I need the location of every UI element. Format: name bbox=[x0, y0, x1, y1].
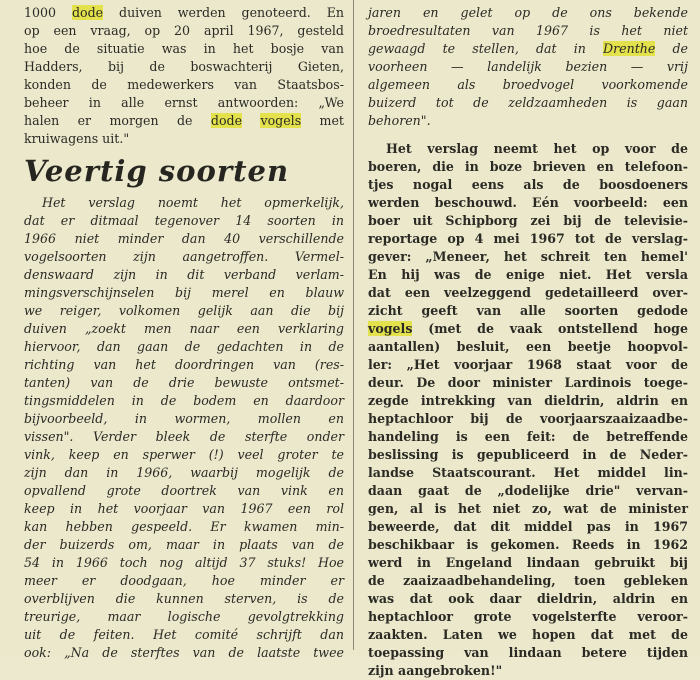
text-line bbox=[24, 302, 344, 320]
text-line bbox=[24, 40, 344, 58]
text-line bbox=[368, 266, 688, 284]
text-line bbox=[24, 536, 344, 554]
right-column bbox=[368, 4, 688, 680]
text-segment: gever: „Meneer, het schreit ten hemel' bbox=[368, 249, 688, 264]
text-segment: hoe de situatie was in het bosje van bbox=[24, 41, 344, 56]
text-line bbox=[24, 464, 344, 482]
text-segment: zicht geeft van alle soorten gedode bbox=[368, 303, 688, 318]
text-line bbox=[24, 644, 344, 662]
text-segment: voorheen — landelijk bezien — vrij bbox=[368, 59, 688, 74]
text-line bbox=[368, 338, 688, 356]
text-line bbox=[24, 410, 344, 428]
text-segment: zegde intrekking van dieldrin, aldrin en bbox=[368, 393, 688, 408]
right-paragraph-2 bbox=[368, 140, 688, 680]
text-segment: dat een veelzeggend gedetailleerd over- bbox=[368, 285, 688, 300]
text-segment: 54 in 1966 toch nog altijd 37 stuks! Hoe bbox=[24, 555, 344, 570]
text-line bbox=[24, 590, 344, 608]
text-line bbox=[24, 194, 344, 212]
text-segment: de zaaizaadbehandeling, toen gebleken bbox=[368, 573, 688, 588]
text-line bbox=[368, 482, 688, 500]
left-paragraph-2 bbox=[24, 194, 344, 662]
text-line bbox=[368, 320, 688, 338]
text-line bbox=[368, 176, 688, 194]
text-segment: was dat ook daar dieldrin, aldrin en bbox=[368, 591, 688, 606]
text-line bbox=[368, 464, 688, 482]
text-segment: heptachloor grote vogelsterfte veroor- bbox=[368, 609, 688, 624]
text-segment: beschikbaar is gekomen. Reeds in 1962 bbox=[368, 537, 688, 552]
text-segment: bijvoorbeeld, in wormen, mollen en bbox=[24, 411, 344, 426]
text-segment: Het verslag noemt het opmerkelijk, bbox=[42, 195, 344, 210]
text-line bbox=[24, 320, 344, 338]
text-segment: buizerd tot de zeldzaamheden is gaan bbox=[368, 95, 688, 110]
text-line bbox=[368, 4, 688, 22]
text-segment: behoren". bbox=[368, 113, 431, 128]
text-segment: opvallend grote doortrek van vink en bbox=[24, 483, 344, 498]
text-segment: boer uit Schipborg zei bij de televisie- bbox=[368, 213, 688, 228]
text-line bbox=[24, 284, 344, 302]
text-segment: met bbox=[301, 113, 344, 128]
text-segment: vink, keep en sperwer (!) veel groter te bbox=[24, 447, 344, 462]
text-segment: zijn dan in 1966, waarbij mogelijk de bbox=[24, 465, 344, 480]
text-segment: treurige, maar logische gevolgtrekking bbox=[24, 609, 344, 624]
text-line bbox=[24, 130, 344, 148]
text-segment: zaakten. Laten we hopen dat met de bbox=[368, 627, 688, 642]
text-segment: tanten) van de drie bewuste ontsmet- bbox=[24, 375, 344, 390]
text-line bbox=[368, 302, 688, 320]
text-line bbox=[368, 536, 688, 554]
text-segment: konden de medewerkers van Staatsbos- bbox=[24, 77, 344, 92]
text-line bbox=[368, 158, 688, 176]
text-segment: algemeen als broedvogel voorkomende bbox=[368, 77, 688, 92]
text-line bbox=[368, 284, 688, 302]
text-line bbox=[368, 112, 688, 130]
highlighted-word: vogels bbox=[260, 113, 302, 128]
text-segment: duiven werden genoteerd. En bbox=[103, 5, 344, 20]
text-segment: Het verslag neemt het op voor de bbox=[386, 141, 688, 156]
text-line bbox=[368, 392, 688, 410]
text-line bbox=[24, 248, 344, 266]
text-segment: ook: „Na de sterftes van de laatste twee bbox=[24, 645, 344, 660]
text-line bbox=[368, 554, 688, 572]
text-segment: halen er morgen de bbox=[24, 113, 211, 128]
text-segment: beslissing is gepubliceerd in de Neder- bbox=[368, 447, 688, 462]
text-segment: werd in Engeland lindaan gebruikt bij bbox=[368, 555, 688, 570]
text-segment: overblijven die kunnen sterven, is de bbox=[24, 591, 344, 606]
text-line bbox=[24, 230, 344, 248]
text-segment: meer er doodgaan, hoe minder er bbox=[24, 573, 344, 588]
text-segment: hiervoor, dan gaan de gedachten in de bbox=[24, 339, 344, 354]
text-segment: toepassing van lindaan betere tijden bbox=[368, 645, 688, 660]
text-line bbox=[368, 58, 688, 76]
left-column bbox=[24, 4, 344, 662]
text-line bbox=[368, 446, 688, 464]
text-line bbox=[24, 482, 344, 500]
text-segment: der buizerds om, maar in plaats van de bbox=[24, 537, 344, 552]
text-segment: aantallen) besluit, een beetje hoopvol- bbox=[368, 339, 688, 354]
text-segment: broedresultaten van 1967 is het niet bbox=[368, 23, 688, 38]
text-segment: landse Staatscourant. Het middel lin- bbox=[368, 465, 688, 480]
text-segment: kruiwagens uit." bbox=[24, 131, 130, 146]
text-segment: handeling is een feit: de betreffende bbox=[368, 429, 688, 444]
text-line bbox=[24, 58, 344, 76]
text-segment: boeren, die in boze brieven en telefoon- bbox=[368, 159, 688, 174]
text-segment: vogelsoorten zijn aangetroffen. Vermel- bbox=[24, 249, 344, 264]
text-line bbox=[24, 554, 344, 572]
text-segment bbox=[242, 113, 260, 128]
text-segment: zijn aangebroken!" bbox=[368, 663, 503, 678]
text-line bbox=[368, 140, 688, 158]
text-segment: mingsverschijnselen bij merel en blauw bbox=[24, 285, 344, 300]
text-line bbox=[24, 356, 344, 374]
text-segment: En hij was de enige niet. Het versla bbox=[368, 267, 688, 282]
text-segment: duiven „zoekt men naar een verklaring bbox=[24, 321, 344, 336]
text-segment: richting van het doordringen van (res- bbox=[24, 357, 344, 372]
text-line bbox=[368, 248, 688, 266]
text-line bbox=[24, 374, 344, 392]
text-segment: uit de feiten. Het comité schrijft dan bbox=[24, 627, 344, 642]
text-line bbox=[368, 356, 688, 374]
text-line bbox=[368, 644, 688, 662]
text-segment: jaren en gelet op de ons bekende bbox=[368, 5, 688, 20]
text-segment: werden beschouwd. Eén voorbeeld: een bbox=[368, 195, 688, 210]
text-line bbox=[24, 500, 344, 518]
text-segment: dat er ditmaal tegenover 14 soorten in bbox=[24, 213, 344, 228]
text-line bbox=[368, 500, 688, 518]
text-segment: beheer in alle ernst antwoorden: „We bbox=[24, 95, 344, 110]
text-segment: denswaard zijn in dit verband verlam- bbox=[24, 267, 344, 282]
section-heading: Veertig soorten bbox=[24, 154, 290, 188]
text-segment: 1000 bbox=[24, 5, 72, 20]
text-segment: we reiger, volkomen gelijk aan die bij bbox=[24, 303, 344, 318]
highlighted-word: dode bbox=[71, 5, 104, 20]
text-segment: ler: „Het voorjaar 1968 staat voor de bbox=[368, 357, 688, 372]
text-line bbox=[368, 230, 688, 248]
text-line bbox=[368, 40, 688, 58]
text-segment: deur. De door minister Lardinois toege- bbox=[368, 375, 688, 390]
text-line bbox=[368, 410, 688, 428]
text-line bbox=[368, 608, 688, 626]
text-line bbox=[24, 446, 344, 464]
text-line bbox=[24, 338, 344, 356]
text-line bbox=[24, 572, 344, 590]
text-line bbox=[368, 22, 688, 40]
right-paragraph-1 bbox=[368, 4, 688, 130]
text-line bbox=[368, 212, 688, 230]
text-line bbox=[24, 4, 344, 22]
highlighted-word: vogels bbox=[368, 321, 413, 336]
text-segment: gen, al is het niet zo, wat de minister bbox=[368, 501, 688, 516]
text-segment: reportage op 4 mei 1967 tot de verslag- bbox=[368, 231, 688, 246]
text-line bbox=[368, 572, 688, 590]
text-segment: heptachloor bij de voorjaarszaaizaadbe- bbox=[368, 411, 688, 426]
text-line bbox=[24, 22, 344, 40]
text-line bbox=[368, 428, 688, 446]
text-segment: op een vraag, op 20 april 1967, gesteld bbox=[24, 23, 344, 38]
text-segment: beweerde, dat dit middel pas in 1967 bbox=[368, 519, 688, 534]
text-segment: tjes nogal eens als de boosdoeners bbox=[368, 177, 688, 192]
text-line bbox=[24, 266, 344, 284]
text-segment: de bbox=[655, 41, 688, 56]
text-segment: kan hebben gespeeld. Er kwamen min- bbox=[24, 519, 344, 534]
text-line bbox=[368, 518, 688, 536]
text-line bbox=[24, 212, 344, 230]
text-line bbox=[24, 76, 344, 94]
text-segment: (met de vaak ontstellend hoge bbox=[412, 321, 688, 336]
text-segment: Hadders, bij de boswachterij Gieten, bbox=[24, 59, 344, 74]
text-line bbox=[24, 518, 344, 536]
text-line bbox=[368, 76, 688, 94]
text-line bbox=[368, 94, 688, 112]
column-divider bbox=[353, 0, 354, 650]
left-paragraph-1 bbox=[24, 4, 344, 148]
text-line bbox=[24, 112, 344, 130]
highlighted-word: Drenthe bbox=[603, 41, 656, 56]
text-line bbox=[24, 608, 344, 626]
text-line bbox=[24, 392, 344, 410]
text-segment: gewaagd te stellen, dat in bbox=[368, 41, 604, 56]
text-segment: 1966 niet minder dan 40 verschillende bbox=[24, 231, 344, 246]
text-segment: daan gaat de „dodelijke drie" vervan- bbox=[368, 483, 688, 498]
text-segment: tingsmiddelen in de bodem en daardoor bbox=[24, 393, 344, 408]
text-line bbox=[24, 626, 344, 644]
text-line bbox=[24, 428, 344, 446]
text-segment: keep in het voorjaar van 1967 een rol bbox=[24, 501, 344, 516]
text-line bbox=[368, 626, 688, 644]
text-line bbox=[368, 662, 688, 680]
text-line bbox=[24, 94, 344, 112]
text-line bbox=[368, 194, 688, 212]
text-line bbox=[368, 590, 688, 608]
highlighted-word: dode bbox=[210, 113, 243, 128]
text-segment: vissen". Verder bleek de sterfte onder bbox=[24, 429, 344, 444]
text-line bbox=[368, 374, 688, 392]
